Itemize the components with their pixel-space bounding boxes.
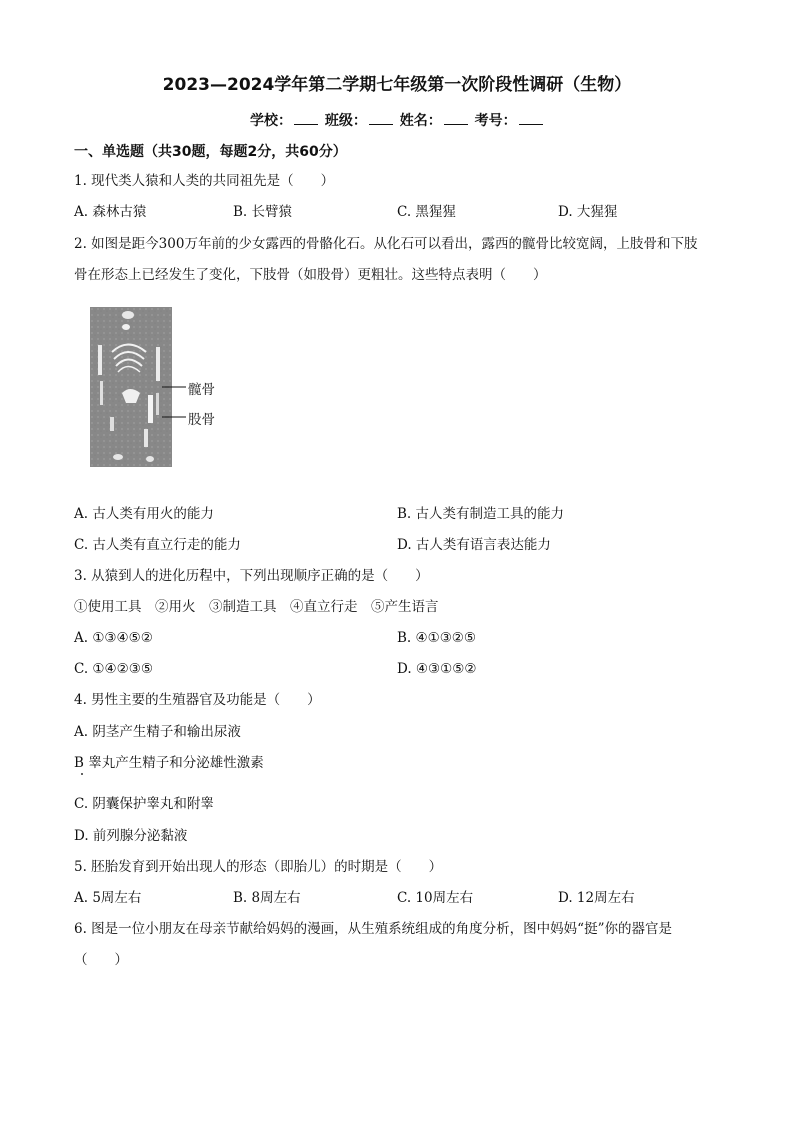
q3-items: ①使用工具 ②用火 ③制造工具 ④直立行走 ⑤产生语言 — [74, 599, 439, 615]
q2-option-b[interactable]: B. 古人类有制造工具的能力 — [397, 506, 565, 522]
stray-dot — [81, 773, 83, 775]
q5-option-d[interactable]: D. 12周左右 — [558, 890, 635, 906]
q5-option-c[interactable]: C. 10周左右 — [397, 890, 474, 906]
q3-option-b[interactable]: B. ④①③②⑤ — [397, 630, 477, 646]
school-blank[interactable] — [294, 112, 318, 125]
q4-option-b[interactable]: B 睾丸产生精子和分泌雄性激素 — [74, 755, 264, 771]
q1-option-a[interactable]: A. 森林古猿 — [74, 204, 147, 220]
q2-option-d[interactable]: D. 古人类有语言表达能力 — [397, 537, 551, 553]
q4-option-c[interactable]: C. 阴囊保护睾丸和附睾 — [74, 796, 214, 812]
q3-option-c[interactable]: C. ①④②③⑤ — [74, 661, 153, 677]
femur-label: 股骨 — [188, 412, 215, 428]
q3-option-a[interactable]: A. ①③④⑤② — [74, 630, 153, 646]
figure-pointer-lines — [160, 380, 190, 430]
q1-stem: 1. 现代类人猿和人类的共同祖先是（ ） — [74, 173, 335, 189]
name-label: 姓名： — [399, 113, 442, 129]
hip-bone-label: 髋骨 — [188, 382, 215, 398]
q2-option-c[interactable]: C. 古人类有直立行走的能力 — [74, 537, 241, 553]
school-label: 学校： — [250, 113, 292, 129]
q6-stem-line2: （ ） — [74, 952, 128, 968]
q2-stem-line1: 2. 如图是距今300万年前的少女露西的骨骼化石。从化石可以看出，露西的髋骨比较宽阔，上肢骨和下肢 — [74, 236, 698, 252]
q3-option-d[interactable]: D. ④③①⑤② — [397, 661, 477, 677]
q4-option-d[interactable]: D. 前列腺分泌黏液 — [74, 828, 188, 844]
q1-option-d[interactable]: D. 大猩猩 — [558, 204, 618, 220]
q3-stem: 3. 从猿到人的进化历程中，下列出现顺序正确的是（ ） — [74, 568, 429, 584]
number-blank[interactable] — [519, 112, 543, 125]
class-blank[interactable] — [369, 112, 393, 125]
q4-stem: 4. 男性主要的生殖器官及功能是（ ） — [74, 692, 321, 708]
q5-option-a[interactable]: A. 5周左右 — [74, 890, 142, 906]
q6-stem-line1: 6. 图是一位小朋友在母亲节献给妈妈的漫画，从生殖系统组成的角度分析，图中妈妈“挺”你的器官是 — [74, 921, 672, 937]
q5-option-b[interactable]: B. 8周左右 — [233, 890, 301, 906]
q2-stem-line2: 骨在形态上已经发生了变化，下肢骨（如股骨）更粗壮。这些特点表明（ ） — [74, 267, 547, 283]
q1-option-b[interactable]: B. 长臂猿 — [233, 204, 293, 220]
section-heading: 一、单选题（共30题，每题2分，共60分） — [74, 144, 347, 160]
student-info-line — [250, 110, 545, 130]
page-title: 2023—2024学年第二学期七年级第一次阶段性调研（生物） — [162, 75, 632, 95]
q2-option-a[interactable]: A. 古人类有用火的能力 — [74, 506, 214, 522]
number-label: 考号： — [474, 113, 517, 129]
name-blank[interactable] — [444, 112, 468, 125]
q5-stem: 5. 胚胎发育到开始出现人的形态（即胎儿）的时期是（ ） — [74, 859, 443, 875]
q4-option-a[interactable]: A. 阴茎产生精子和输出尿液 — [74, 724, 241, 740]
class-label: 班级： — [324, 113, 367, 129]
q1-option-c[interactable]: C. 黑猩猩 — [397, 204, 456, 220]
